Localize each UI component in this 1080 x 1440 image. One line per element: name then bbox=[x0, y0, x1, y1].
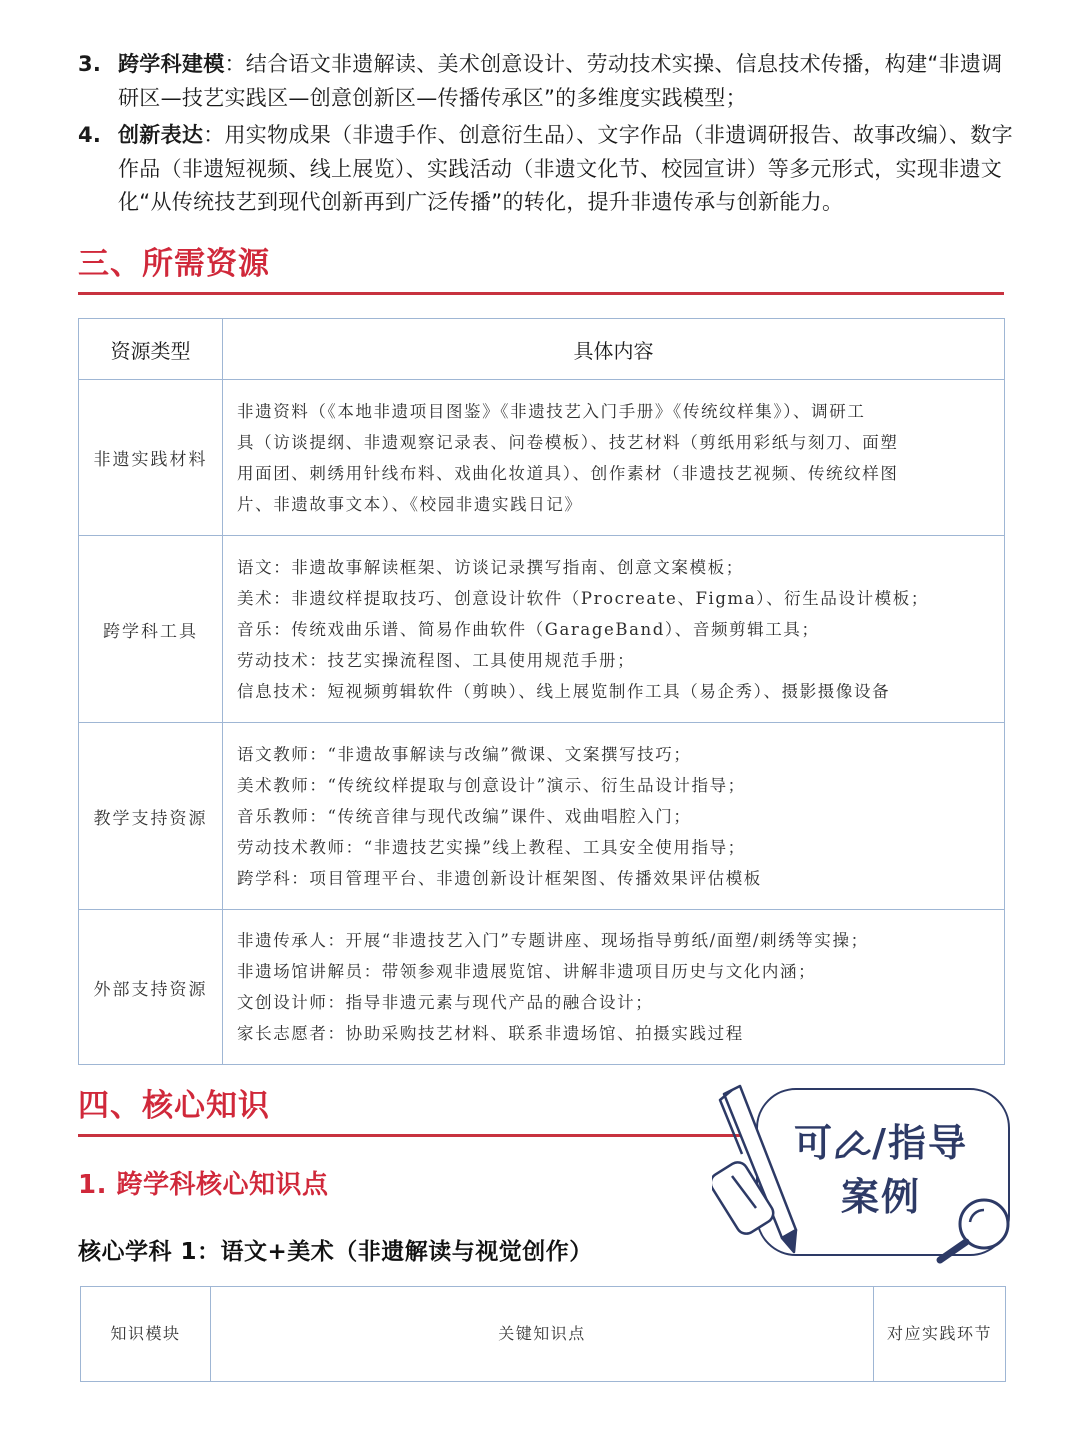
guide-case-badge bbox=[712, 1080, 1028, 1266]
section-divider bbox=[78, 1134, 758, 1137]
badge-line-2: 案例 bbox=[840, 1175, 921, 1219]
list-item-number: 4. bbox=[78, 123, 102, 147]
core-subject-title: 核心学科 1：语文+美术（非遗解读与视觉创作） bbox=[78, 1239, 593, 1265]
resource-type: 非遗实践材料 bbox=[79, 380, 223, 536]
resource-type: 教学支持资源 bbox=[79, 723, 223, 910]
list-item-text: ：结合语文非遗解读、美术创意设计、劳动技术实操、信息技术传播，构建“非遗调研区—技艺实践区—创意创新区—传播传承区”的多维度实践模型； bbox=[118, 52, 1003, 110]
content-line: 非遗场馆讲解员：带领参观非遗展览馆、讲解非遗项目历史与文化内涵； bbox=[237, 962, 817, 981]
section-title-resources: 三、所需资源 bbox=[78, 246, 270, 282]
column-header: 知识模块 bbox=[81, 1287, 211, 1382]
table-header-row bbox=[81, 1287, 1006, 1382]
resource-content bbox=[223, 723, 1005, 910]
content-line: 具（访谈提纲、非遗观察记录表、问卷模板）、技艺材料（剪纸用彩纸与刻刀、面塑 bbox=[237, 432, 899, 452]
content-line: 用面团、刺绣用针线布料、戏曲化妆道具）、创作素材（非遗技艺视频、传统纹样图 bbox=[237, 463, 899, 483]
table-row bbox=[79, 536, 1005, 723]
section-title-core-knowledge: 四、核心知识 bbox=[78, 1088, 270, 1124]
table-row bbox=[79, 723, 1005, 910]
table-row bbox=[79, 380, 1005, 536]
resources-table bbox=[78, 318, 1005, 1065]
content-line: 非遗资料（《本地非遗项目图鉴》《非遗技艺入门手册》《传统纹样集》）、调研工 bbox=[237, 401, 866, 421]
badge-line-1 bbox=[756, 1116, 1006, 1170]
table-header-row bbox=[79, 319, 1005, 380]
column-header: 对应实践环节 bbox=[874, 1287, 1006, 1382]
content-line: 片、非遗故事文本）、《校园非遗实践日记》 bbox=[237, 494, 583, 514]
knowledge-table bbox=[80, 1286, 1006, 1382]
content-line: 音乐：传统戏曲乐谱、简易作曲软件（GarageBand）、音频剪辑工具； bbox=[237, 619, 820, 639]
column-header: 资源类型 bbox=[79, 319, 223, 380]
content-line: 美术：非遗纹样提取技巧、创意设计软件（Procreate、Figma）、衍生品设计模板； bbox=[237, 588, 929, 608]
content-line: 跨学科：项目管理平台、非遗创新设计框架图、传播效果评估模板 bbox=[237, 868, 762, 888]
badge-line-1-end: /指导 bbox=[872, 1121, 968, 1165]
objectives-list bbox=[78, 48, 1018, 224]
content-line: 语文教师：“非遗故事解读与改编”微课、文案撰写技巧； bbox=[237, 744, 692, 764]
resource-content bbox=[223, 910, 1005, 1065]
list-item-number: 3. bbox=[78, 52, 102, 76]
content-line: 语文：非遗故事解读框架、访谈记录撰写指南、创意文案模板； bbox=[237, 557, 744, 577]
content-line: 信息技术：短视频剪辑软件（剪映）、线上展览制作工具（易企秀）、摄影摄像设备 bbox=[237, 681, 891, 701]
content-line: 劳动技术教师：“非遗技艺实操”线上教程、工具安全使用指导； bbox=[237, 837, 746, 857]
resource-type: 外部支持资源 bbox=[79, 910, 223, 1065]
resource-content bbox=[223, 380, 1005, 536]
list-item bbox=[78, 48, 1018, 115]
section-divider bbox=[78, 292, 1004, 295]
column-header: 关键知识点 bbox=[211, 1287, 874, 1382]
list-item bbox=[78, 119, 1018, 220]
content-line: 劳动技术：技艺实操流程图、工具使用规范手册； bbox=[237, 650, 636, 670]
list-item-label: 创新表达 bbox=[118, 123, 204, 147]
content-line: 音乐教师：“传统音律与现代改编”课件、戏曲唱腔入门； bbox=[237, 806, 692, 826]
list-item-label: 跨学科建模 bbox=[118, 52, 225, 76]
subsection-title: 1. 跨学科核心知识点 bbox=[78, 1170, 329, 1200]
content-line: 家长志愿者：协助采购技艺材料、联系非遗场馆、拍摄实践过程 bbox=[237, 1024, 744, 1043]
magnifier-icon bbox=[934, 1196, 1024, 1266]
table-row bbox=[79, 910, 1005, 1065]
content-line: 文创设计师：指导非遗元素与现代产品的融合设计； bbox=[237, 993, 654, 1012]
resource-content bbox=[223, 536, 1005, 723]
column-header: 具体内容 bbox=[223, 319, 1005, 380]
handwriting-pen-icon bbox=[834, 1126, 872, 1160]
content-line: 美术教师：“传统纹样提取与创意设计”演示、衍生品设计指导； bbox=[237, 775, 746, 795]
list-item-text: ：用实物成果（非遗手作、创意衍生品）、文字作品（非遗调研报告、故事改编）、数字作品（非遗短视频、线上展览）、实践活动（非遗文化节、校园宣讲）等多元形式，实现非遗文化“从传统技艺到现代创新再到广泛传播”的转化，提升非遗传承与创新能力。 bbox=[118, 123, 1013, 214]
badge-line-1-start: 可 bbox=[794, 1121, 835, 1165]
content-line: 非遗传承人：开展“非遗技艺入门”专题讲座、现场指导剪纸/面塑/刺绣等实操； bbox=[237, 931, 869, 950]
resource-type: 跨学科工具 bbox=[79, 536, 223, 723]
